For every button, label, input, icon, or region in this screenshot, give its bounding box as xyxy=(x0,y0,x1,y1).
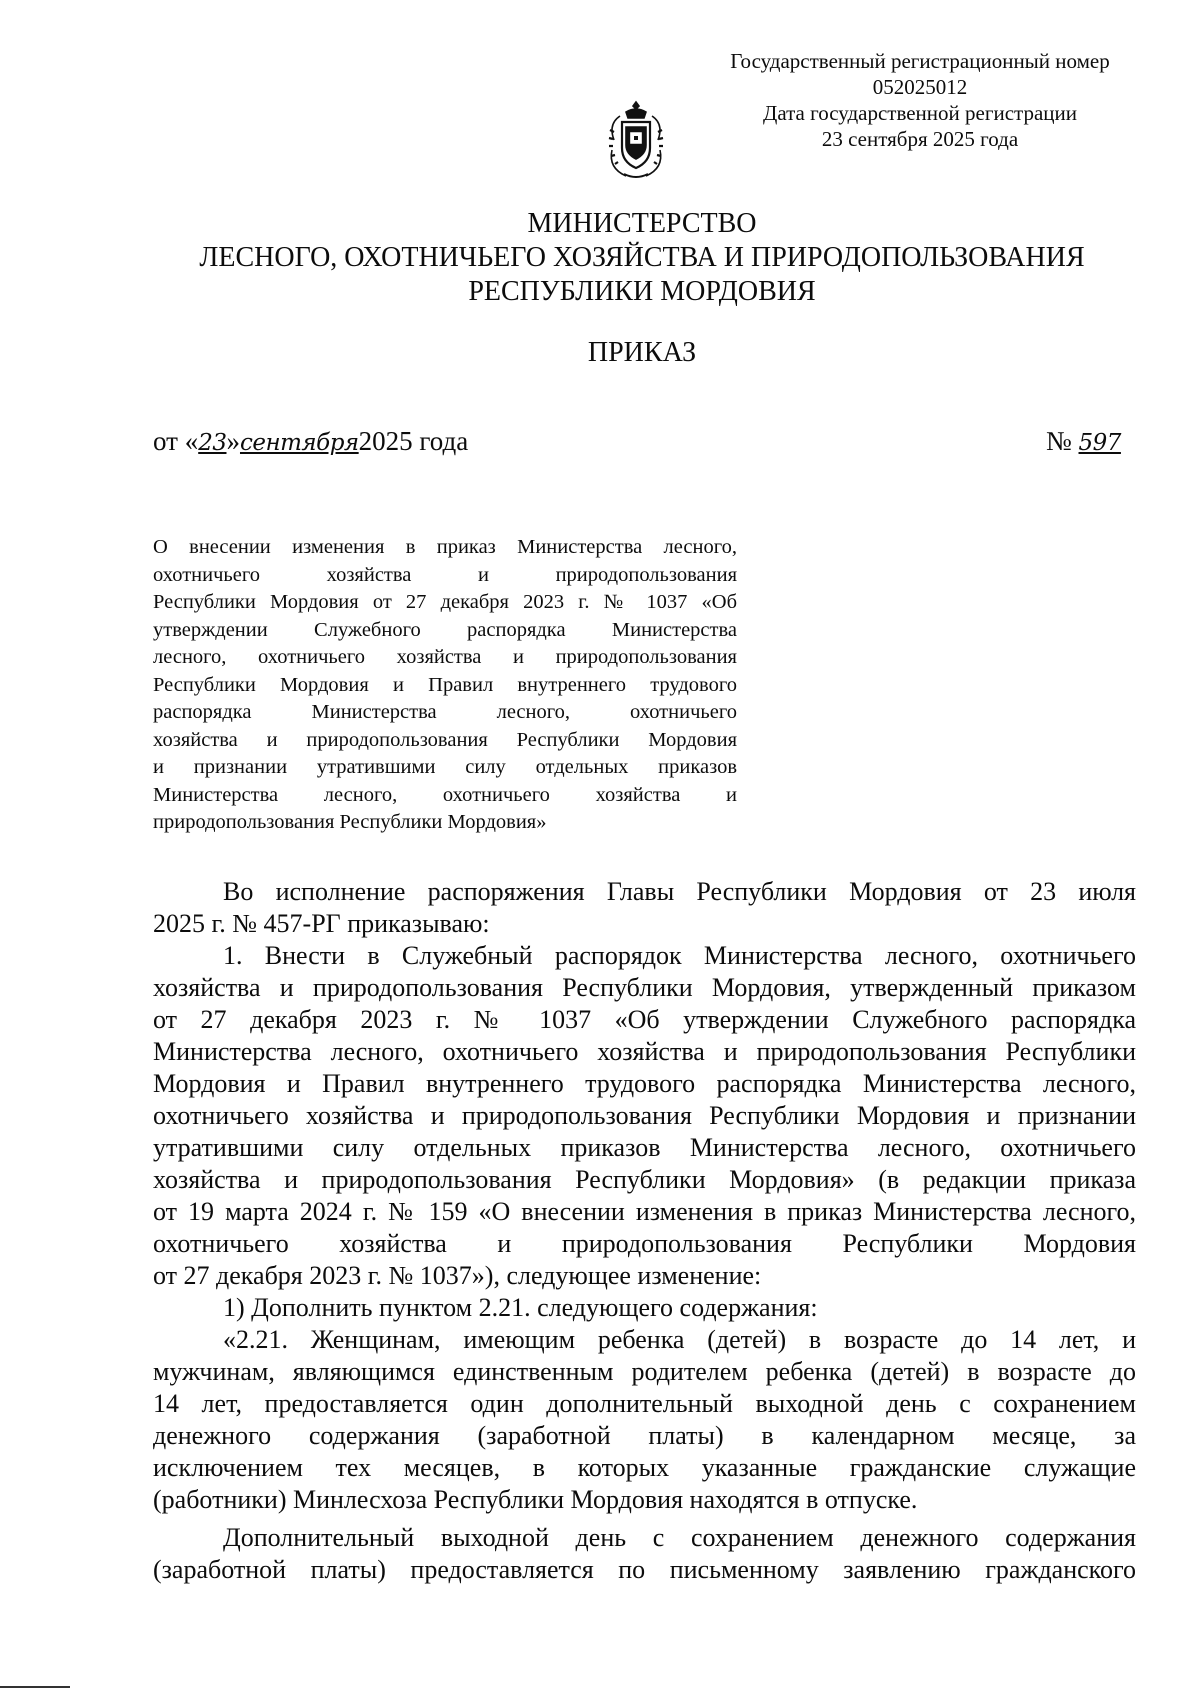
body-line: хозяйства и природопользования Республики Мордовия» (в редакции приказа xyxy=(153,1165,1136,1194)
subject-line: и признании утратившими силу отдельных приказов xyxy=(153,756,737,778)
body-line: «2.21. Женщинам, имеющим ребенка (детей) в возрасте до 14 лет, и xyxy=(223,1325,1136,1354)
order-day-handwritten: 23 xyxy=(198,430,227,456)
body-line: мужчинам, являющимся единственным родителем ребенка (детей) в возрасте до xyxy=(153,1357,1136,1386)
body-line: от 27 декабря 2023 г. № 1037 «Об утверждении Служебного распорядка xyxy=(153,1005,1136,1034)
coat-of-arms-emblem-icon xyxy=(604,100,668,182)
subject-line: Республики Мордовия от 27 декабря 2023 г. № 1037 «Об xyxy=(153,591,737,613)
body-line: утратившими силу отдельных приказов Министерства лесного, охотничьего xyxy=(153,1133,1136,1162)
body-line: 1. Внести в Служебный распорядок Министерства лесного, охотничьего xyxy=(223,941,1136,970)
body-line: (заработной платы) предоставляется по письменному заявлению гражданского xyxy=(153,1555,1136,1584)
order-date-mid: » xyxy=(226,426,240,456)
document-type: ПРИКАЗ xyxy=(587,337,697,368)
page-edge-rule xyxy=(0,1686,70,1688)
subject-line: лесного, охотничьего хозяйства и природопользования xyxy=(153,646,737,668)
order-subject xyxy=(153,534,737,837)
body-line: от 19 марта 2024 г. № 159 «О внесении изменения в приказ Министерства лесного, xyxy=(153,1197,1136,1226)
subject-line: охотничьего хозяйства и природопользования xyxy=(153,563,737,586)
subject-line: О внесении изменения в приказ Министерства лесного, xyxy=(153,536,737,558)
body-line: Министерства лесного, охотничьего хозяйства и природопользования Республики xyxy=(153,1037,1136,1066)
body-line: 1) Дополнить пунктом 2.21. следующего содержания: xyxy=(223,1293,818,1322)
subject-line: хозяйства и природопользования Республики Мордовия xyxy=(153,728,737,751)
body-line: Дополнительный выходной день с сохранением денежного содержания xyxy=(223,1523,1136,1552)
subject-line: Республики Мордовия и Правил внутреннего трудового xyxy=(153,673,737,696)
body-line: охотничьего хозяйства и природопользования Республики Мордовия и признании xyxy=(153,1101,1136,1130)
body-line: 2025 г. № 457-РГ приказываю: xyxy=(153,909,490,938)
order-number-handwritten: 597 xyxy=(1078,430,1121,456)
registration-block xyxy=(690,48,1150,152)
order-date-prefix: от « xyxy=(153,426,199,456)
order-date xyxy=(153,424,468,460)
registration-date: 23 сентября 2025 года xyxy=(821,127,1019,151)
subject-line: распорядка Министерства лесного, охотничьего xyxy=(153,701,737,723)
ministry-full-name: ЛЕСНОГО, ОХОТНИЧЬЕГО ХОЗЯЙСТВА И ПРИРОДОПОЛЬЗОВАНИЯ xyxy=(199,242,1085,273)
body-line: 14 лет, предоставляется один дополнительный выходной день с сохранением xyxy=(153,1389,1136,1418)
registration-date-label: Дата государственной регистрации xyxy=(763,101,1077,125)
body-line: от 27 декабря 2023 г. № 1037»), следующее изменение: xyxy=(153,1261,762,1290)
body-line: исключением тех месяцев, в которых указанные гражданские служащие xyxy=(153,1453,1136,1482)
body-line: Во исполнение распоряжения Главы Республики Мордовия от 23 июля xyxy=(223,877,1136,906)
order-body xyxy=(153,876,1136,1586)
subject-line: Министерства лесного, охотничьего хозяйства и xyxy=(153,783,737,806)
body-line: Мордовия и Правил внутреннего трудового распорядка Министерства лесного, xyxy=(153,1069,1136,1098)
order-year: 2025 года xyxy=(358,426,469,456)
body-line: хозяйства и природопользования Республики Мордовия, утвержденный приказом xyxy=(153,973,1136,1002)
subject-line: природопользования Республики Мордовия» xyxy=(153,811,547,833)
order-month-handwritten: сентября xyxy=(239,430,359,456)
ministry-title: МИНИСТЕРСТВО xyxy=(527,208,757,239)
registration-number: 052025012 xyxy=(872,75,968,99)
order-number-label: № xyxy=(1046,426,1079,456)
order-number xyxy=(1046,424,1121,460)
body-line: охотничьего хозяйства и природопользования Республики Мордовия xyxy=(153,1229,1136,1258)
body-line: денежного содержания (заработной платы) в календарном месяце, за xyxy=(153,1421,1136,1450)
subject-line: утверждении Служебного распорядка Министерства xyxy=(153,618,737,641)
ministry-name xyxy=(0,207,1200,309)
registration-number-label: Государственный регистрационный номер xyxy=(730,49,1110,73)
ministry-region: РЕСПУБЛИКИ МОРДОВИЯ xyxy=(468,276,816,307)
body-line: (работники) Минлесхоза Республики Мордовия находятся в отпуске. xyxy=(153,1485,918,1514)
